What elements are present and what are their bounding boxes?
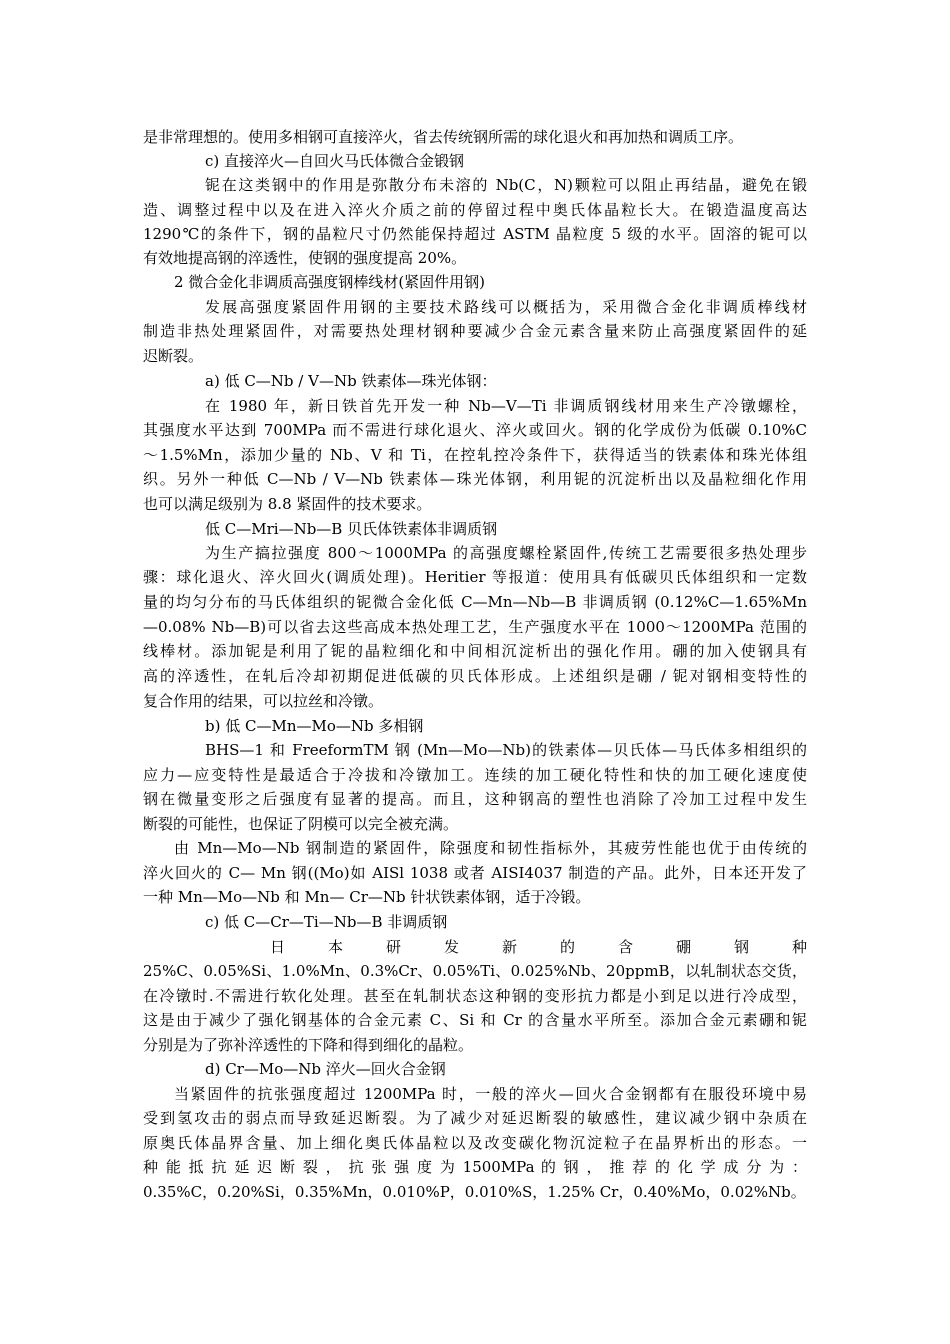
text-line: 在冷镦时.不需进行软化处理。甚至在轧制状态这种钢的变形抗力都是小到足以进行冷成型， [143,987,807,1005]
text-line: 一种 Mn—Mo—Nb 和 Mn— Cr—Nb 针状铁素体钢，适于冷锻。 [143,888,591,906]
section-heading: 2 微合金化非调质高强度钢棒线材(紧固件用钢) [174,273,486,291]
text-line: 这是由于减少了强化钢基体的合金元素 C、Si 和 Cr 的含量水平所至。添加合金元素硼和铌 [143,1011,807,1029]
text-line: 应力—应变特性是最适合于冷拔和冷镦加工。连续的加工硬化特性和快的加工硬化速度使 [143,766,807,784]
section-heading: b) 低 C—Mn—Mo—Nb 多相钢 [205,717,424,735]
text-line: ～1.5%Mn，添加少量的 Nb、V 和 Ti，在控轧控冷条件下，获得适当的铁素体和珠光体组 [143,446,807,464]
text-line: 是非常理想的。使用多相钢可直接淬火，省去传统钢所需的球化退火和再加热和调质工序。 [143,128,744,146]
section-heading: a) 低 C—Nb / V—Nb 铁素体—珠光体钢： [205,372,497,390]
text-line: —0.08% Nb—B)可以省去这些高成本热处理工艺，生产强度水平在 1000～1200MPa 范围的 [143,618,807,636]
text-line: 0.35%C，0.20%Si，0.35%Mn，0.010%P，0.010%S，1.25% Cr，0.40%Mo，0.02%Nb。 [143,1183,806,1201]
text-line: 迟断裂。 [143,347,204,365]
section-heading: d) Cr—Mo—Nb 淬火—回火合金钢 [205,1060,446,1078]
text-line: 分别是为了弥补淬透性的下降和得到细化的晶粒。 [143,1036,474,1054]
text-line: 线棒材。添加铌是利用了铌的晶粒细化和中间相沉淀析出的强化作用。硼的加入使钢具有 [143,642,807,660]
text-line: 断裂的可能性，也保证了阴模可以完全被充满。 [143,815,459,833]
text-line: 复合作用的结果，可以拉丝和冷镦。 [143,692,384,710]
text-line: 25%C、0.05%Si、1.0%Mn、0.3%Cr、0.05%Ti、0.025%Nb、20ppmB，以轧制状态交货， [143,962,807,980]
text-line: 铌在这类钢中的作用是弥散分布未溶的 Nb(C，N)颗粒可以阻止再结晶，避免在锻 [205,176,807,194]
text-line: 当紧固件的抗张强度超过 1200MPa 时，一般的淬火—回火合金钢都有在服役环境中易 [174,1085,807,1103]
text-line: 制造非热处理紧固件，对需要热处理材钢种要减少合金元素含量来防止高强度紧固件的延 [143,322,807,340]
text-line: BHS—1 和 FreeformTM 钢 (Mn—Mo—Nb)的铁素体—贝氏体—马氏体多相组织的 [205,741,807,759]
section-heading: c) 直接淬火—自回火马氏体微合金锻钢 [205,152,465,170]
text-line: 日 本 研 发 新 的 含 硼 钢 种 [270,938,807,956]
section-heading: c) 低 C—Cr—Ti—Nb—B 非调质钢 [205,913,448,931]
text-line: 为生产搞拉强度 800～1000MPa 的高强度螺栓紧固件,传统工艺需要很多热处理步 [205,544,807,562]
text-line: 也可以满足级别为 8.8 紧固件的技术要求。 [143,495,432,513]
text-line: 1290℃的条件下，钢的晶粒尺寸仍然能保持超过 ASTM 晶粒度 5 级的水平。固溶的铌可以 [143,225,807,243]
text-line: 发展高强度紧固件用钢的主要技术路线可以概括为，采用微合金化非调质棒线材 [205,298,807,316]
text-line: 钢在微量变形之后强度有显著的提高。而且，这种钢高的塑性也消除了冷加工过程中发生 [143,790,807,808]
text-line: 造、调整过程中以及在进入淬火介质之前的停留过程中奥氏体晶粒长大。在锻造温度高达 [143,201,807,219]
text-line: 淬火回火的 C— Mn 钢((Mo)如 AISl 1038 或者 AISI4037 制造的产品。此外，日本还开发了 [143,864,807,882]
text-line: 受到氢攻击的弱点而导致延迟断裂。为了减少对延迟断裂的敏感性，建议减少钢中杂质在 [143,1109,807,1127]
text-line: 织。另外一种低 C—Nb / V—Nb 铁素体—珠光体钢，利用铌的沉淀析出以及晶粒细化作用 [143,470,807,488]
section-heading: 低 C—Mri—Nb—B 贝氏体铁素体非调质钢 [205,520,498,538]
text-line: 其强度水平达到 700MPa 而不需进行球化退火、淬火或回火。钢的化学成份为低碳 0.10%C [143,421,807,439]
text-line: 高的淬透性，在轧后冷却初期促进低碳的贝氏体形成。上述组织是硼 / 铌对钢相变特性的 [143,667,807,685]
text-line: 骤：球化退火、淬火回火(调质处理)。Heritier 等报道：使用具有低碳贝氏体组织和一定数 [143,568,807,586]
text-line: 原奥氏体晶界含量、加上细化奥氏体晶粒以及改变碳化物沉淀粒子在晶界析出的形态。一 [143,1134,807,1152]
text-line: 由 Mn—Mo—Nb 钢制造的紧固件，除强度和韧性指标外，其疲劳性能也优于由传统的 [174,839,807,857]
text-line: 种 能 抵 抗 延 迟 断 裂 ， 抗 张 强 度 为 1500MPa 的 钢 ， 推 荐 的 化 学 成 分 为 ： [143,1158,807,1176]
text-line: 量的均匀分布的马氏体组织的铌微合金化低 C—Mn—Nb—B 非调质钢 (0.12%C—1.65%Mn [143,593,807,611]
text-line: 有效地提高钢的淬透性，使钢的强度提高 20%。 [143,249,467,267]
text-line: 在 1980 年，新日铁首先开发一种 Nb—V—Ti 非调质钢线材用来生产冷镦螺栓， [205,397,807,415]
